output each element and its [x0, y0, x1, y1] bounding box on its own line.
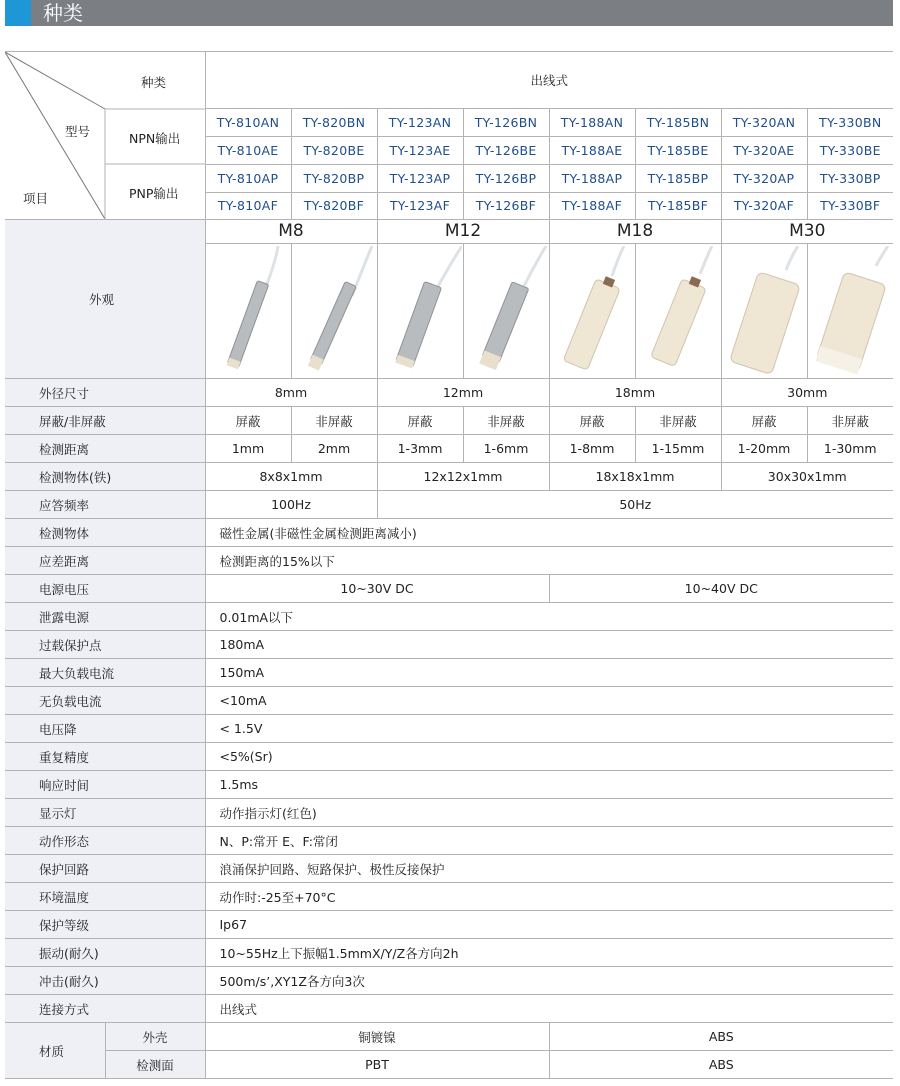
- model-cell: TY-330BN: [807, 109, 893, 137]
- value-cell: 屏蔽: [377, 407, 463, 435]
- photo-cell: [377, 244, 463, 379]
- row-label: 重复精度: [5, 743, 205, 771]
- model-cell: TY-123AE: [377, 137, 463, 164]
- size-m30: M30: [721, 220, 893, 244]
- model-cell: TY-820BN: [291, 109, 377, 137]
- model-cell: TY-126BF: [463, 192, 549, 219]
- value-cell: 100Hz: [205, 491, 377, 519]
- value-cell: 10~30V DC: [205, 575, 549, 603]
- model-cell: TY-126BN: [463, 109, 549, 137]
- value-cell: 出线式: [205, 995, 893, 1023]
- photo-cell: [205, 244, 291, 379]
- model-cell: TY-185BP: [635, 164, 721, 192]
- npn-label: NPN输出: [129, 131, 181, 146]
- value-cell: 铜镀镍: [205, 1023, 549, 1051]
- item-label: 项目: [23, 191, 49, 206]
- model-cell: TY-330BF: [807, 192, 893, 219]
- value-cell: 非屏蔽: [463, 407, 549, 435]
- value-cell: 180mA: [205, 631, 893, 659]
- value-cell: N、P:常开 E、F:常闭: [205, 827, 893, 855]
- model-cell: TY-185BF: [635, 192, 721, 219]
- row-label: 无负载电流: [5, 687, 205, 715]
- sensor-image-m18-unshielded: [636, 246, 720, 376]
- model-cell: TY-126BP: [463, 164, 549, 192]
- value-cell: 18mm: [549, 379, 721, 407]
- appearance-label: 外观: [5, 220, 205, 379]
- face-label: 检测面: [105, 1051, 205, 1079]
- row-label: 屏蔽/非屏蔽: [5, 407, 205, 435]
- size-m8: M8: [205, 220, 377, 244]
- value-cell: 2mm: [291, 435, 377, 463]
- model-cell: TY-123AN: [377, 109, 463, 137]
- section-title: 种类: [43, 1, 83, 25]
- value-cell: 10~40V DC: [549, 575, 893, 603]
- photo-cell: [291, 244, 377, 379]
- model-label: 型号: [65, 124, 91, 139]
- model-cell: TY-188AN: [549, 109, 635, 137]
- model-cell: TY-188AE: [549, 137, 635, 164]
- header-corner: [5, 52, 205, 220]
- value-cell: ABS: [549, 1023, 893, 1051]
- output-type: 出线式: [205, 52, 893, 109]
- row-label: 保护等级: [5, 911, 205, 939]
- value-cell: ABS: [549, 1051, 893, 1079]
- value-cell: 1-30mm: [807, 435, 893, 463]
- sensor-image-m12-unshielded: [464, 246, 548, 376]
- row-label: 动作形态: [5, 827, 205, 855]
- material-label: 材质: [5, 1023, 105, 1079]
- row-label: 应差距离: [5, 547, 205, 575]
- value-cell: 屏蔽: [721, 407, 807, 435]
- row-label: 保护回路: [5, 855, 205, 883]
- row-label: 连接方式: [5, 995, 205, 1023]
- row-label: 最大负载电流: [5, 659, 205, 687]
- sensor-image-m8-unshielded: [292, 246, 376, 376]
- model-cell: TY-820BP: [291, 164, 377, 192]
- photo-cell: [635, 244, 721, 379]
- kind-label: 种类: [141, 75, 167, 90]
- value-cell: 1mm: [205, 435, 291, 463]
- sensor-image-m18-shielded: [550, 246, 634, 376]
- row-label: 检测物体(铁): [5, 463, 205, 491]
- value-cell: 动作指示灯(红色): [205, 799, 893, 827]
- model-cell: TY-810AE: [205, 137, 291, 164]
- row-label: 电压降: [5, 715, 205, 743]
- sensor-image-m30-shielded: [722, 246, 806, 376]
- model-cell: TY-185BE: [635, 137, 721, 164]
- value-cell: 1-6mm: [463, 435, 549, 463]
- row-label: 显示灯: [5, 799, 205, 827]
- value-cell: 1-3mm: [377, 435, 463, 463]
- model-cell: TY-810AF: [205, 192, 291, 219]
- model-cell: TY-123AF: [377, 192, 463, 219]
- row-label: 外径尺寸: [5, 379, 205, 407]
- photo-cell: [807, 244, 893, 379]
- model-cell: TY-820BE: [291, 137, 377, 164]
- row-label: 过载保护点: [5, 631, 205, 659]
- size-m12: M12: [377, 220, 549, 244]
- model-cell: TY-185BN: [635, 109, 721, 137]
- row-label: 检测物体: [5, 519, 205, 547]
- value-cell: 12x12x1mm: [377, 463, 549, 491]
- value-cell: 检测距离的15%以下: [205, 547, 893, 575]
- value-cell: 30mm: [721, 379, 893, 407]
- row-label: 振动(耐久): [5, 939, 205, 967]
- row-label: 响应时间: [5, 771, 205, 799]
- section-banner: [5, 0, 893, 26]
- model-cell: TY-810AN: [205, 109, 291, 137]
- value-cell: PBT: [205, 1051, 549, 1079]
- photo-cell: [463, 244, 549, 379]
- banner-accent: [5, 0, 31, 26]
- model-cell: TY-330BE: [807, 137, 893, 164]
- photo-cell: [721, 244, 807, 379]
- value-cell: 500m/s’,XY1Z各方向3次: [205, 967, 893, 995]
- value-cell: 10~55Hz上下振幅1.5mmX/Y/Z各方向2h: [205, 939, 893, 967]
- value-cell: 浪涌保护回路、短路保护、极性反接保护: [205, 855, 893, 883]
- housing-label: 外壳: [105, 1023, 205, 1051]
- spec-table: [5, 51, 893, 1079]
- model-cell: TY-320AE: [721, 137, 807, 164]
- model-cell: TY-123AP: [377, 164, 463, 192]
- value-cell: 18x18x1mm: [549, 463, 721, 491]
- photo-cell: [549, 244, 635, 379]
- value-cell: 非屏蔽: [291, 407, 377, 435]
- value-cell: 150mA: [205, 659, 893, 687]
- sensor-image-m8-shielded: [206, 246, 290, 376]
- value-cell: < 1.5V: [205, 715, 893, 743]
- model-cell: TY-188AP: [549, 164, 635, 192]
- model-cell: TY-320AN: [721, 109, 807, 137]
- pnp-label: PNP输出: [129, 186, 179, 201]
- value-cell: 1-20mm: [721, 435, 807, 463]
- row-label: 检测距离: [5, 435, 205, 463]
- row-label: 环境温度: [5, 883, 205, 911]
- value-cell: 动作时:-25至+70°C: [205, 883, 893, 911]
- model-cell: TY-320AF: [721, 192, 807, 219]
- sensor-image-m30-unshielded: [808, 246, 892, 376]
- sensor-image-m12-shielded: [378, 246, 462, 376]
- value-cell: 30x30x1mm: [721, 463, 893, 491]
- value-cell: Ip67: [205, 911, 893, 939]
- value-cell: 1-8mm: [549, 435, 635, 463]
- value-cell: 非屏蔽: [635, 407, 721, 435]
- row-label: 电源电压: [5, 575, 205, 603]
- model-cell: TY-820BF: [291, 192, 377, 219]
- value-cell: 屏蔽: [549, 407, 635, 435]
- value-cell: 1.5ms: [205, 771, 893, 799]
- model-cell: TY-188AF: [549, 192, 635, 219]
- row-label: 应答频率: [5, 491, 205, 519]
- value-cell: 1-15mm: [635, 435, 721, 463]
- model-cell: TY-330BP: [807, 164, 893, 192]
- value-cell: <5%(Sr): [205, 743, 893, 771]
- size-m18: M18: [549, 220, 721, 244]
- value-cell: 磁性金属(非磁性金属检测距离减小): [205, 519, 893, 547]
- row-label: 冲击(耐久): [5, 967, 205, 995]
- model-cell: TY-126BE: [463, 137, 549, 164]
- model-cell: TY-320AP: [721, 164, 807, 192]
- value-cell: 0.01mA以下: [205, 603, 893, 631]
- row-label: 泄露电源: [5, 603, 205, 631]
- model-cell: TY-810AP: [205, 164, 291, 192]
- value-cell: <10mA: [205, 687, 893, 715]
- value-cell: 8x8x1mm: [205, 463, 377, 491]
- value-cell: 50Hz: [377, 491, 893, 519]
- value-cell: 非屏蔽: [807, 407, 893, 435]
- value-cell: 屏蔽: [205, 407, 291, 435]
- value-cell: 8mm: [205, 379, 377, 407]
- value-cell: 12mm: [377, 379, 549, 407]
